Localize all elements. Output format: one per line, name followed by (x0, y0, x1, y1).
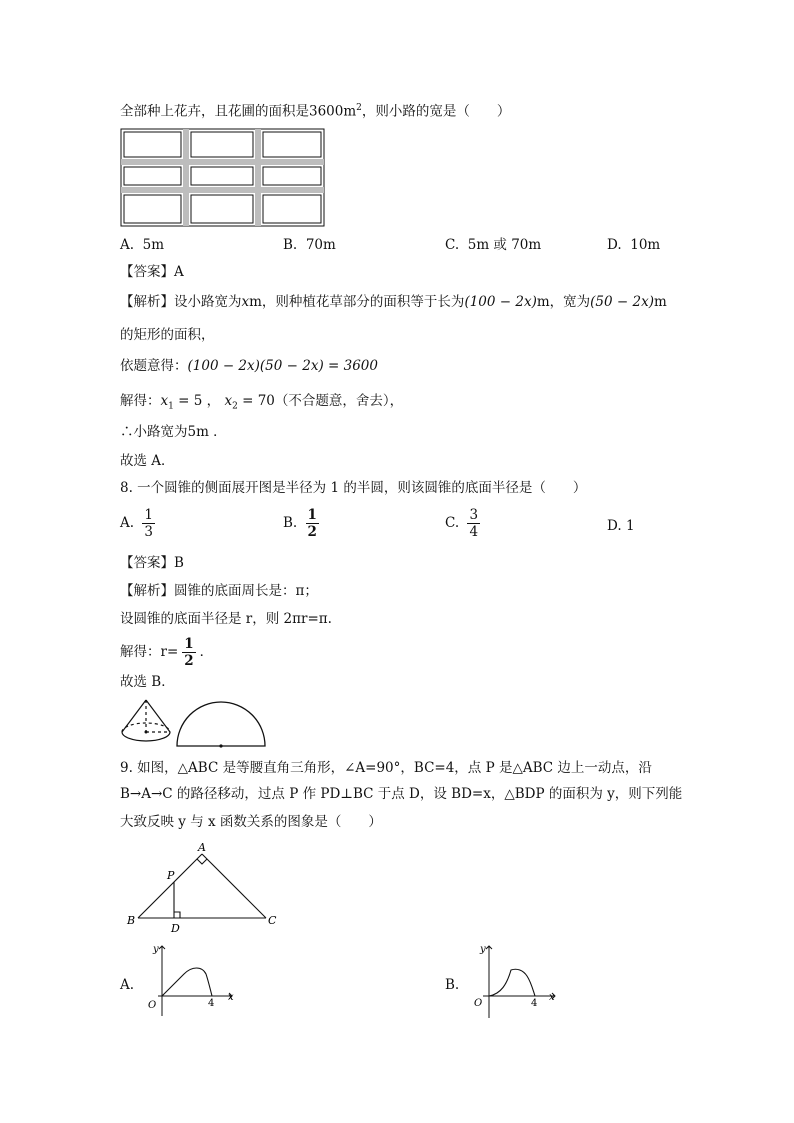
q7-option-d-text: 10m (630, 237, 661, 253)
q7-analysis-text-a: 【解析】设小路宽为 (120, 294, 242, 310)
q7-option-b-text: 70m (305, 237, 336, 253)
semicircle-shape (177, 702, 265, 746)
q8-solve-den: 2 (184, 653, 194, 669)
q7-stem-text: 全部种上花卉，且花圃的面积是3600m (120, 103, 357, 120)
q7-option-c-text: 5m 或 70m (467, 237, 542, 253)
q7-analysis-line-1 (120, 292, 667, 312)
q7-equation-line (120, 356, 378, 376)
q8-solve-num: 1 (184, 636, 194, 652)
q8-solve-fraction (182, 636, 195, 669)
q8-option-b-num: 1 (307, 507, 317, 523)
q7-stem-sup: 2 (356, 103, 362, 113)
q8-option-c[interactable] (445, 507, 484, 540)
q7-x2: x (224, 393, 233, 409)
q7-var-x: x (241, 294, 250, 310)
q8-solve (120, 636, 213, 669)
q9-graph-a-x: x (228, 992, 234, 1003)
q7-option-c-label: C. (445, 237, 460, 253)
q7-option-a-text: 5m (142, 237, 165, 253)
q8-option-a[interactable] (120, 507, 159, 540)
q7-option-a[interactable] (120, 235, 164, 255)
garden-figure (120, 128, 326, 228)
q9-graph-a-o: O (148, 1000, 157, 1011)
q7-choose: 故选 A． (120, 453, 175, 469)
triangle-figure (122, 840, 282, 936)
q7-stem-end: ，则小路的宽是（ ） (361, 103, 511, 120)
q7-option-d[interactable] (607, 235, 660, 255)
tri-label-c: C (268, 914, 277, 927)
q7-eq-prefix: 依题意得： (120, 358, 188, 374)
q7-unit-m: m (653, 294, 667, 310)
q7-expr-width: (50 − 2x) (590, 294, 654, 310)
q7-reject-note: （不合题意，舍去）， (274, 393, 404, 409)
q8-solve-prefix: 解得：r= (120, 644, 179, 660)
q8-option-a-label: A. (120, 515, 135, 531)
q7-answer: 【答案】A (120, 264, 184, 280)
road-vertical-2 (255, 129, 261, 226)
q8-option-c-fraction (467, 507, 480, 540)
q8-solve-end: ． (199, 644, 214, 660)
q9-graph-b-curve (489, 969, 535, 996)
q8-option-a-den: 3 (144, 524, 153, 540)
q8-analysis-2: 设圆锥的底面半径是 r，则 2πr=π. (120, 611, 332, 627)
tri-label-p: P (167, 869, 175, 882)
q7-equation: (100 − 2x)(50 − 2x) = 3600 (187, 358, 378, 374)
q7-x1: x (160, 393, 169, 409)
q8-option-b[interactable] (283, 507, 323, 540)
q7-x1-sub: 1 (168, 401, 174, 412)
q7-conclusion: ∴小路宽为5m ． (120, 424, 227, 440)
q7-option-b-label: B. (283, 237, 298, 253)
q8-option-b-label: B. (283, 515, 298, 531)
q7-stem (120, 98, 510, 122)
road-horizontal-2 (121, 187, 324, 193)
q9-stem-3: 大致反映 y 与 x 函数关系的图象是（ ） (120, 814, 382, 830)
cone-shape (122, 700, 170, 741)
q9-stem-1: 9. 如图，△ABC 是等腰直角三角形，∠A=90°，BC=4，点 P 是△ABC 边上一动点，沿 (120, 760, 652, 776)
q7-option-a-label: A. (120, 237, 135, 253)
q9-stem-2: B→A→C 的路径移动，过点 P 作 PD⊥BC 于点 D，设 BD=x，△BDP 的面积为 y，则下列能 (120, 786, 683, 802)
q8-answer: 【答案】B (120, 555, 184, 571)
q9-graph-a-curve (162, 968, 212, 996)
road-horizontal-1 (121, 159, 324, 165)
q7-analysis-text-c: m，宽为 (536, 294, 591, 310)
q7-x2-sub: 2 (232, 401, 238, 412)
q7-solve-prefix: 解得： (120, 393, 161, 409)
q7-option-d-label: D. (607, 237, 622, 253)
q9-graph-b-y: y (480, 944, 486, 955)
tri-label-d: D (171, 922, 180, 935)
q8-analysis-1: 【解析】圆锥的底面周长是：π； (120, 583, 318, 599)
q8-stem: 8. 一个圆锥的侧面展开图是半径为 1 的半圆，则该圆锥的底面半径是（ ） (120, 480, 587, 496)
q7-analysis-line-2: 的矩形的面积， (120, 327, 215, 343)
q7-solve-line (120, 391, 403, 417)
q8-option-a-fraction (142, 507, 155, 540)
cone-figure (116, 696, 276, 752)
q8-choose: 故选 B． (120, 674, 175, 690)
q7-option-c[interactable] (445, 235, 541, 255)
q9-graph-a-tick: 4 (208, 998, 215, 1009)
q9-option-a-label[interactable]: A. (120, 977, 135, 993)
tri-label-a: A (198, 841, 206, 854)
q8-option-d-label: D. (607, 518, 622, 534)
q9-graph-a[interactable] (140, 940, 240, 1018)
q8-option-c-den: 4 (469, 524, 479, 540)
tri-label-b: B (127, 914, 136, 927)
q8-option-a-num: 1 (144, 507, 153, 523)
q7-x1-val: = 5 ， (173, 393, 221, 409)
q9-option-b-label[interactable]: B. (445, 977, 460, 993)
q9-graph-b[interactable] (467, 940, 567, 1020)
q9-graph-b-o: O (474, 998, 483, 1009)
q8-option-c-label: C. (445, 515, 460, 531)
q8-option-b-fraction (306, 507, 319, 540)
q8-option-d-text: 1 (625, 518, 635, 534)
q7-analysis-text-b: m，则种植花草部分的面积等于长为 (249, 294, 465, 310)
road-vertical-1 (183, 129, 189, 226)
q9-graph-b-x: x (549, 992, 555, 1003)
q8-option-c-num: 3 (469, 507, 479, 523)
q9-graph-a-y: y (153, 944, 159, 955)
q8-option-d[interactable] (607, 516, 635, 536)
q7-x2-val: = 70 (237, 393, 275, 409)
q8-option-b-den: 2 (307, 524, 317, 540)
q7-option-b[interactable] (283, 235, 336, 255)
q9-graph-b-tick: 4 (531, 998, 538, 1009)
q7-expr-length: (100 − 2x) (464, 294, 537, 310)
